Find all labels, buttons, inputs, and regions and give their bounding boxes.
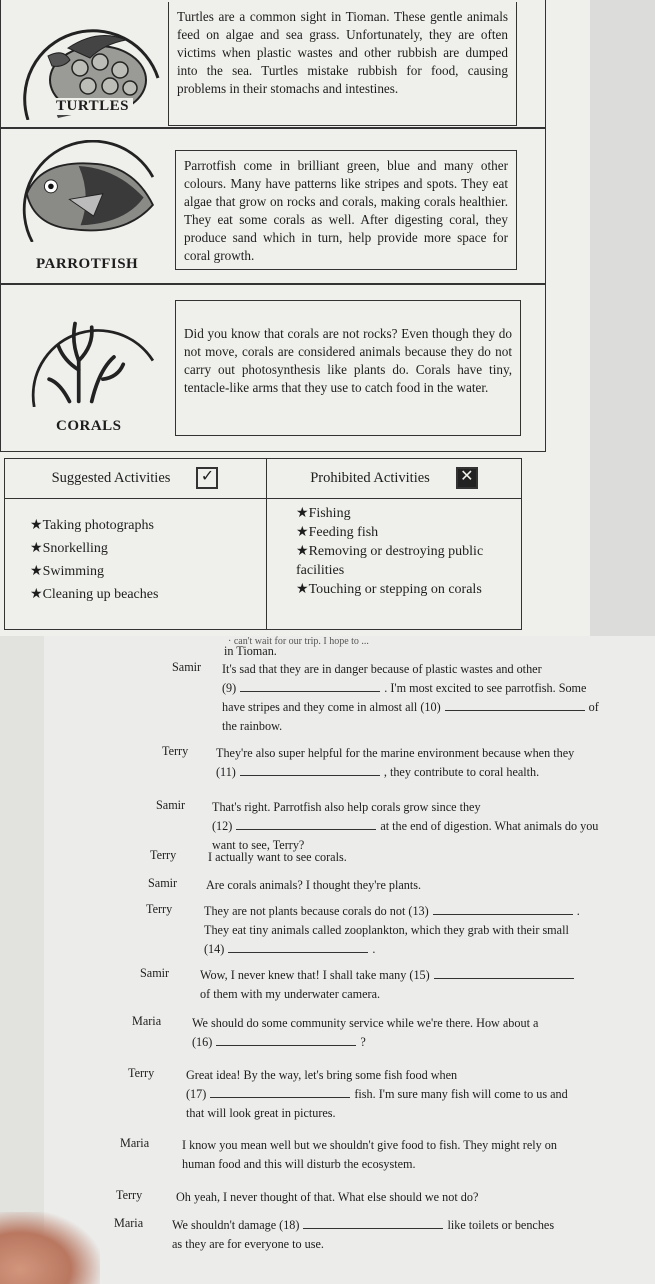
dialogue-line bbox=[216, 763, 641, 782]
dialogue-text: It's sad that they are in danger because of plastic wastes and other bbox=[222, 662, 542, 676]
dialogue-line bbox=[192, 1014, 641, 1033]
dialogue-text: , they contribute to coral health. bbox=[383, 765, 540, 779]
dialogue-text: as they are for everyone to use. bbox=[172, 1237, 324, 1251]
list-item: ★ Cleaning up beaches bbox=[30, 583, 158, 606]
corals-label: CORALS bbox=[52, 418, 126, 435]
dialogue-text: have stripes and they come in almost all (10) bbox=[222, 700, 441, 714]
cut-line: · can't wait for our trip. I hope to ... bbox=[228, 636, 369, 647]
dialogue-line bbox=[172, 1235, 641, 1254]
speaker-name: Maria bbox=[114, 1216, 144, 1230]
dialogue-line bbox=[182, 1136, 641, 1155]
speaker-name: Samir bbox=[140, 966, 170, 980]
dialogue-line bbox=[212, 817, 641, 836]
answer-blank[interactable] bbox=[210, 1086, 350, 1098]
dialogue-line bbox=[186, 1066, 641, 1085]
dialogue-line bbox=[192, 1033, 641, 1052]
dialogue-text: ? bbox=[360, 1035, 366, 1049]
dialogue-line bbox=[222, 660, 641, 679]
answer-blank[interactable] bbox=[433, 903, 573, 915]
speaker-name: Terry bbox=[128, 1066, 155, 1080]
dialogue-line bbox=[186, 1085, 641, 1104]
dialogue-line bbox=[204, 921, 641, 940]
turtles-label: TURTLES bbox=[52, 98, 133, 115]
dialogue-text: I know you mean well but we shouldn't give food to fish. They might rely on bbox=[182, 1138, 557, 1152]
dialogue-text: Great idea! By the way, let's bring some fish food when bbox=[186, 1068, 458, 1082]
answer-blank[interactable] bbox=[228, 941, 368, 953]
dialogue-text: We shouldn't damage (18) bbox=[172, 1218, 300, 1232]
check-icon: ✓ bbox=[196, 467, 218, 489]
corals-text: Did you know that corals are not rocks? Even though they do not move, corals are considered animals because they do not carry out photosynthesis like plants do. Corals have tiny, tentacle-like arms that they use to catch food in the water. bbox=[175, 300, 521, 436]
list-item: ★ Snorkelling bbox=[30, 537, 158, 560]
answer-blank[interactable] bbox=[240, 764, 380, 776]
answer-blank[interactable] bbox=[434, 967, 574, 979]
dialogue-text: We should do some community service while we're there. How about a bbox=[192, 1016, 539, 1030]
prohibited-list bbox=[296, 504, 506, 599]
speaker-name: Samir bbox=[148, 876, 178, 890]
parrotfish-text: Parrotfish come in brilliant green, blue and many other colours. Many have patterns like stripes and spots. They eat algae that grow on rocks and corals, making corals healthier. They eat some corals as well. After digesting coral, they produce sand which in turn, help provide more space for coral growth. bbox=[175, 150, 517, 270]
list-item: ★ Taking photographs bbox=[30, 514, 158, 537]
intro-text: in Tioman. bbox=[224, 644, 277, 658]
dialogue-text: fish. I'm sure many fish will come to us and bbox=[354, 1087, 568, 1101]
speaker-name: Terry bbox=[146, 902, 173, 916]
prohibited-header bbox=[266, 458, 522, 498]
parrotfish-label: PARROTFISH bbox=[32, 256, 142, 273]
dialogue-text: like toilets or benches bbox=[447, 1218, 555, 1232]
dialogue-text: (9) bbox=[222, 681, 237, 695]
speaker-name: Maria bbox=[120, 1136, 150, 1150]
dialogue-text: human food and this will disturb the ecosystem. bbox=[182, 1157, 416, 1171]
dialogue-text: Wow, I never knew that! I shall take many (15) bbox=[200, 968, 430, 982]
dialogue-line bbox=[222, 717, 641, 736]
dialogue-text: They're also super helpful for the marine environment because when they bbox=[216, 746, 575, 760]
dialogue-text: . bbox=[372, 942, 376, 956]
list-item: ★ Swimming bbox=[30, 560, 158, 583]
answer-blank[interactable] bbox=[216, 1034, 356, 1046]
dialogue-text: of them with my underwater camera. bbox=[200, 987, 381, 1001]
dialogue-text: (11) bbox=[216, 765, 236, 779]
dialogue-line bbox=[208, 848, 641, 867]
background-edge bbox=[590, 0, 655, 636]
dialogue-text: that will look great in pictures. bbox=[186, 1106, 336, 1120]
suggested-title: Suggested Activities bbox=[51, 469, 171, 486]
dialogue-line bbox=[222, 698, 641, 717]
table-divider bbox=[4, 498, 522, 499]
cross-icon: ✕ bbox=[456, 467, 478, 489]
dialogue-page bbox=[44, 636, 655, 1284]
dialogue-line bbox=[186, 1104, 641, 1123]
dialogue-text: the rainbow. bbox=[222, 719, 283, 733]
dialogue-text: They eat tiny animals called zooplankton, which they grab with their small bbox=[204, 923, 569, 937]
dialogue-text: That's right. Parrotfish also help corals grow since they bbox=[212, 800, 481, 814]
speaker-name: Terry bbox=[162, 744, 189, 758]
parrotfish-icon bbox=[8, 140, 168, 242]
suggested-header bbox=[4, 458, 266, 498]
speaker-name: Samir bbox=[172, 660, 202, 674]
reading-page bbox=[0, 0, 590, 636]
dialogue-text: Are corals animals? I thought they're plants. bbox=[206, 878, 422, 892]
dialogue-text: (14) bbox=[204, 942, 225, 956]
dialogue-line bbox=[204, 940, 641, 959]
dialogue-text: of bbox=[588, 700, 599, 714]
answer-blank[interactable] bbox=[236, 818, 376, 830]
dialogue-text: . bbox=[576, 904, 580, 918]
dialogue-line bbox=[212, 798, 641, 817]
answer-blank[interactable] bbox=[240, 680, 380, 692]
speaker-name: Terry bbox=[116, 1188, 143, 1202]
dialogue-text: Oh yeah, I never thought of that. What else should we not do? bbox=[176, 1190, 479, 1204]
dialogue-line bbox=[222, 679, 641, 698]
dialogue-text: I actually want to see corals. bbox=[208, 850, 347, 864]
dialogue-line bbox=[206, 876, 641, 895]
list-item: ★ Removing or destroying public facilities bbox=[296, 542, 506, 580]
list-item: ★ Touching or stepping on corals bbox=[296, 580, 506, 599]
coral-icon bbox=[8, 305, 168, 407]
background-edge-left bbox=[0, 636, 44, 1284]
suggested-list bbox=[30, 514, 158, 606]
list-item: ★ Feeding fish bbox=[296, 523, 506, 542]
list-item: ★ Fishing bbox=[296, 504, 506, 523]
answer-blank[interactable] bbox=[303, 1217, 443, 1229]
dialogue-text: (16) bbox=[192, 1035, 213, 1049]
dialogue-text: (17) bbox=[186, 1087, 207, 1101]
dialogue-line bbox=[182, 1155, 641, 1174]
speaker-name: Samir bbox=[156, 798, 186, 812]
dialogue-line bbox=[204, 902, 641, 921]
thumb-photo-artifact bbox=[0, 1212, 100, 1284]
turtles-text: Turtles are a common sight in Tioman. These gentle animals feed on algae and sea grass. Unfortunately, they are often victims when plastic wastes and other rubbish are dumped into the sea. Turtles mistake rubbish for food, causing problems in their stomachs and intestines. bbox=[168, 2, 517, 126]
dialogue-line bbox=[172, 1216, 641, 1235]
dialogue-text: . I'm most excited to see parrotfish. Some bbox=[384, 681, 587, 695]
prohibited-title: Prohibited Activities bbox=[310, 469, 430, 486]
dialogue-line bbox=[200, 966, 641, 985]
dialogue-line bbox=[216, 744, 641, 763]
speaker-name: Maria bbox=[132, 1014, 162, 1028]
dialogue-text: at the end of digestion. What animals do you bbox=[380, 819, 599, 833]
dialogue-text: (12) bbox=[212, 819, 233, 833]
speaker-name: Terry bbox=[150, 848, 177, 862]
dialogue-text: want to see, Terry? bbox=[212, 838, 305, 852]
dialogue-line bbox=[200, 985, 641, 1004]
answer-blank[interactable] bbox=[445, 699, 585, 711]
dialogue-text: They are not plants because corals do not (13) bbox=[204, 904, 429, 918]
dialogue-line bbox=[176, 1188, 641, 1207]
